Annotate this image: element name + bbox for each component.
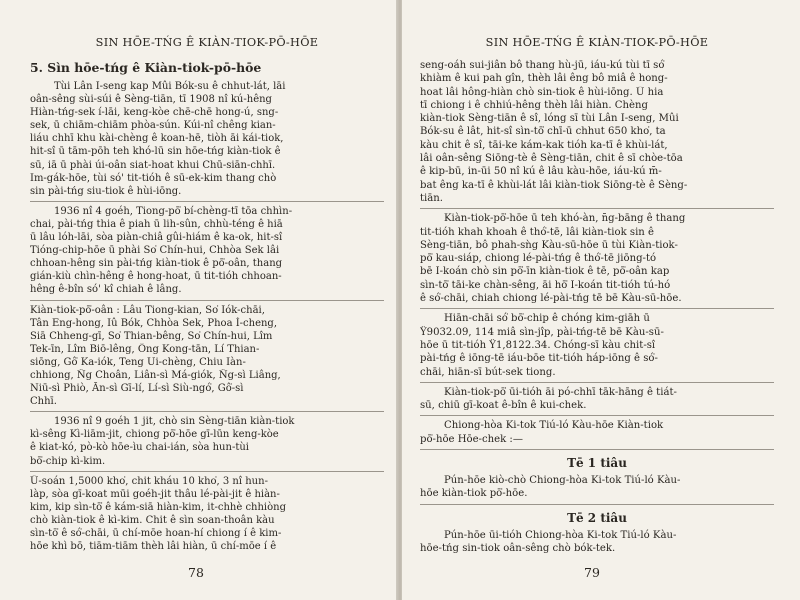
section-number: 5. [30,60,43,75]
text-line: Chiong-hòa Ki-tok Tiú-ló Kàu-hōe Kiàn-tiok [444,420,664,432]
text-line: chhiong, N̂g Choân, Liân-sì Má-giók, N̂g-sì Liâng, [30,369,281,381]
section-heading [30,59,384,77]
text-line: gián-kiù chìn-hêng ê hong-hoat, ū tit-tióh chhoan- [30,271,282,283]
running-header: SIN HŌE-TŃG Ê KIÀN-TIOK-PŌ-HŌE [95,36,319,49]
text-line: ū lâu lóh-lāi, sòa piàn-chiâ gûi-hiám ê ka-ok, hit-sî [30,232,283,244]
text-line: Im-gák-hōe, tùi só' tit-tióh ê sū-ek-kim thang chò [30,172,277,184]
text-line: Siā Chheng-gī, So͘ Thian-bêng, So͘ Chín-hui, Lîm [30,330,273,342]
text-line: hêng ê-bîn só' kî chiah ê lâng. [30,284,182,296]
paragraph-separator [420,308,774,309]
text-line: ê kiat-kó, pò-kò hōe-ìu chai-ián, sòa hun-tùi [30,442,249,454]
text-line: Kiàn-tiok-pō͘-oân : Lâu Tiong-kian, So͘ Iók-chāi, [30,304,265,316]
text-line: sìn-tō͘ ê só͘-chāi, ū chí-mōe hoan-hí chiong í ê kim- [30,528,282,539]
text-line: siōng, Gô͘ Ka-iók, Teng Ui-chèng, Chiu Iàn- [30,356,246,368]
text-line: tī chiong i ê chhiú-hêng thèh lâi hiàn. Chèng [420,99,648,111]
right-page [402,0,800,600]
article-text-line: hōe-tńg sin-tiok oân-sêng chò bók-tek. [420,542,616,554]
text-line: kàu chit ê sî, tāi-ke kám-kak tióh ka-tī ê khùi-lát, [420,139,668,151]
article-heading: Tē 2 tiâu [567,510,627,525]
page-number: 78 [188,565,204,580]
text-line: Niū-sì Phiò, Ān-sì Gī-lí, Lí-sì Siù-ngó͘, Gô͘-sì [30,383,244,395]
text-line: sek, ū chiām-chiām phòa-sún. Kúi-nî chêng kian- [30,120,276,132]
text-line: tit-tióh khah khoah ê thó͘-tē, lâi kiàn-tiok sin ê [420,226,654,238]
text-line: kiàn-tiok Sèng-tiān ê sî, lóng sī tùi Lân I-seng, Mûi [420,113,679,125]
paragraph-separator [420,208,774,209]
page-number: 79 [584,565,600,580]
text-line: hit-sî ū tām-pōh teh khó-lū sin hōe-tńg kiàn-tiok ê [30,146,281,158]
paragraph-separator [30,300,384,301]
text-line: tiān. [420,192,444,204]
text-line: Kiàn-tiok-pō͘ ūi-tióh āi pó-chhī tāk-hāng ê tiát- [444,386,677,398]
text-line: ê kip-bū, in-ūi 50 nî kú ê lâu kàu-hōe, iáu-kú m̄- [420,166,662,178]
text-line: chai, pài-tńg thia ê piah ū lih-sûn, chhù-téng ê hiā [30,218,283,230]
article-text-line: Pún-hōe ūi-tióh Chiong-hòa Ki-tok Tiú-ló Kàu- [444,529,677,541]
text-line: lâi oân-sêng Siōng-tè ê Sèng-tiān, chit ê sī chòe-tōa [420,153,683,165]
text-line: sin pài-tńg siu-tiok ê hùi-iōng. [30,185,182,197]
text-line: Tek-īn, Lîm Biō-lêng, Ông Kong-tān, Lí Thian- [30,343,260,355]
text-line: seng-oáh sui-jiân bô thang hù-jū, iáu-kú tùi tī só͘ [420,60,665,71]
text-line: ê só͘-chāi, chiah chiong lé-pài-tńg tē bē Kàu-sū-hōe. [420,293,682,305]
body-text [30,80,384,553]
text-line: Kiàn-tiok-pō͘-hōe ū teh khó-àn, n̄g-bāng ê thang [444,213,686,225]
text-line: Hiàn-tńg-sek í-lāi, keng-kòe chē-chē hong-ú, sng- [30,107,279,119]
text-line: Tióng-chip-hōe ū phài So͘ Chín-hui, Chhòa Sek lâi [30,245,280,257]
text-line: làp, sòa gī-koat mūi goéh-jit thâu lé-pài-jit ê hiàn- [30,488,280,500]
section-title: Sìn hōe-tńg ê Kiàn-tiok-pō-hōe [47,60,262,75]
text-line: hōe khì bō, tiām-tiām thèh lâi hiàn, ū chí-mōe í ê [30,541,277,553]
article-text-line: Pún-hōe kiò-chò Chiong-hòa Ki-tok Tiú-ló Kàu- [444,475,681,487]
article-separator [420,449,774,450]
article-separator [420,504,774,505]
text-line: chò kiàn-tiok ê kì-kim. Chit ê sìn soan-thoân kàu [30,514,275,526]
text-line: Sèng-tiān, bô phah-sǹg Kàu-sū-hōe ū tùi Kiàn-tiok- [420,239,678,251]
text-line: Tân Eng-hong, Iû Bók, Chhòa Sek, Phoa Í-cheng, [30,317,278,329]
paragraph-separator [420,415,774,416]
text-line: chhoan-hêng sin pài-tńg kiàn-tiok ê pō͘-oân, thang [30,258,283,270]
paragraph-separator [30,201,384,202]
paragraph-separator [30,411,384,412]
text-line: bē I-koán chò sin pō͘-īn kiàn-tiok ê tē, pō͘-oân kap [420,266,670,278]
text-line: liáu chhī khu kài-chèng ê koan-hē, tiòh āi kái-tiok, [30,133,284,145]
text-line: kim, kip sìn-tō͘ ê kám-siā hiàn-kim, it-chhè chhiòng [30,501,286,513]
text-line: Hiān-chāi só͘ bō͘-chip ê chóng kim-giāh ū [444,313,650,325]
text-line: oân-sêng sùi-súi ê Sèng-tiān, tī 1908 nî kú-hêng [30,94,272,106]
left-page [0,0,398,600]
article-heading: Tē 1 tiâu [567,456,627,471]
paragraph-separator [420,382,774,383]
text-line: sìn-tō͘ tāi-ke chàn-sêng, āi hō͘ I-koán tit-tióh tú-hó [420,279,671,291]
text-line: bō͘-chip kì-kim. [30,455,106,467]
text-line: Tùi Lân I-seng kap Mûi Bók-su ê chhut-lát, lāi [54,81,286,92]
text-line: khiàm ê kui pah gîn, thèh lâi êng bô miâ ê hong- [420,73,668,85]
text-line: 1936 nî 9 goéh 1 jit, chò sin Sèng-tiān kiàn-tiok [54,416,295,428]
article-text-line: hōe kiàn-tiok pō͘-hōe. [420,488,528,500]
text-line: sū, chiū gī-koat ê-bîn ê kui-chek. [420,400,587,412]
text-line: pài-tńg ê iōng-tē iáu-bōe tit-tióh háp-iōng ê só͘- [420,353,658,365]
text-line: hōe ū tit-tióh Ÿ1,8122.34. Chóng-sī kàu chit-sî [420,339,656,351]
text-line: sū, iā ū phài úi-oân siat-hoat khui Chū-siān-chhī. [30,159,276,171]
text-line: hoat lâi hông-hiàn chò sin-tiok ê hùi-iōng. Ū hia [420,86,664,98]
text-line: chāi, hiān-sī bút-sek tiong. [420,366,556,378]
text-line: Bók-su ê lât, hit-sî sìn-tō͘ chī-ū chhut 650 kho͘, ta [420,126,666,138]
running-header: SIN HŌE-TŃG Ê KIÀN-TIOK-PŌ-HŌE [485,36,709,49]
paragraph-separator [30,471,384,472]
articles [420,449,774,555]
text-line: bat êng ka-tī ê khùi-lát lâi kiàn-tiok Siōng-tè ê Sèng- [420,179,688,191]
text-line: Ÿ9032.09, 114 miâ sìn-jîp, pài-tńg-tē bē Kàu-sū- [420,326,664,338]
text-line: Ū-soán 1,5000 kho͘, chit kháu 10 kho͘, 3 nî hun- [30,475,268,487]
text-line: kì-sêng Kì-liām-jit, chiong pō͘-hōe gī-lūn keng-kòe [30,429,279,441]
text-line: pō͘-hōe Hōe-chek :— [420,433,523,445]
text-line: 1936 nî 4 goéh, Tiong-pō͘ bí-chèng-tī tōa chhìn- [54,205,293,217]
text-line: Chhī. [30,396,57,408]
body-text [420,59,774,446]
text-line: pō͘ kau-siáp, chiong lé-pài-tńg ê thó͘-tē jiōng-tó [420,253,657,265]
